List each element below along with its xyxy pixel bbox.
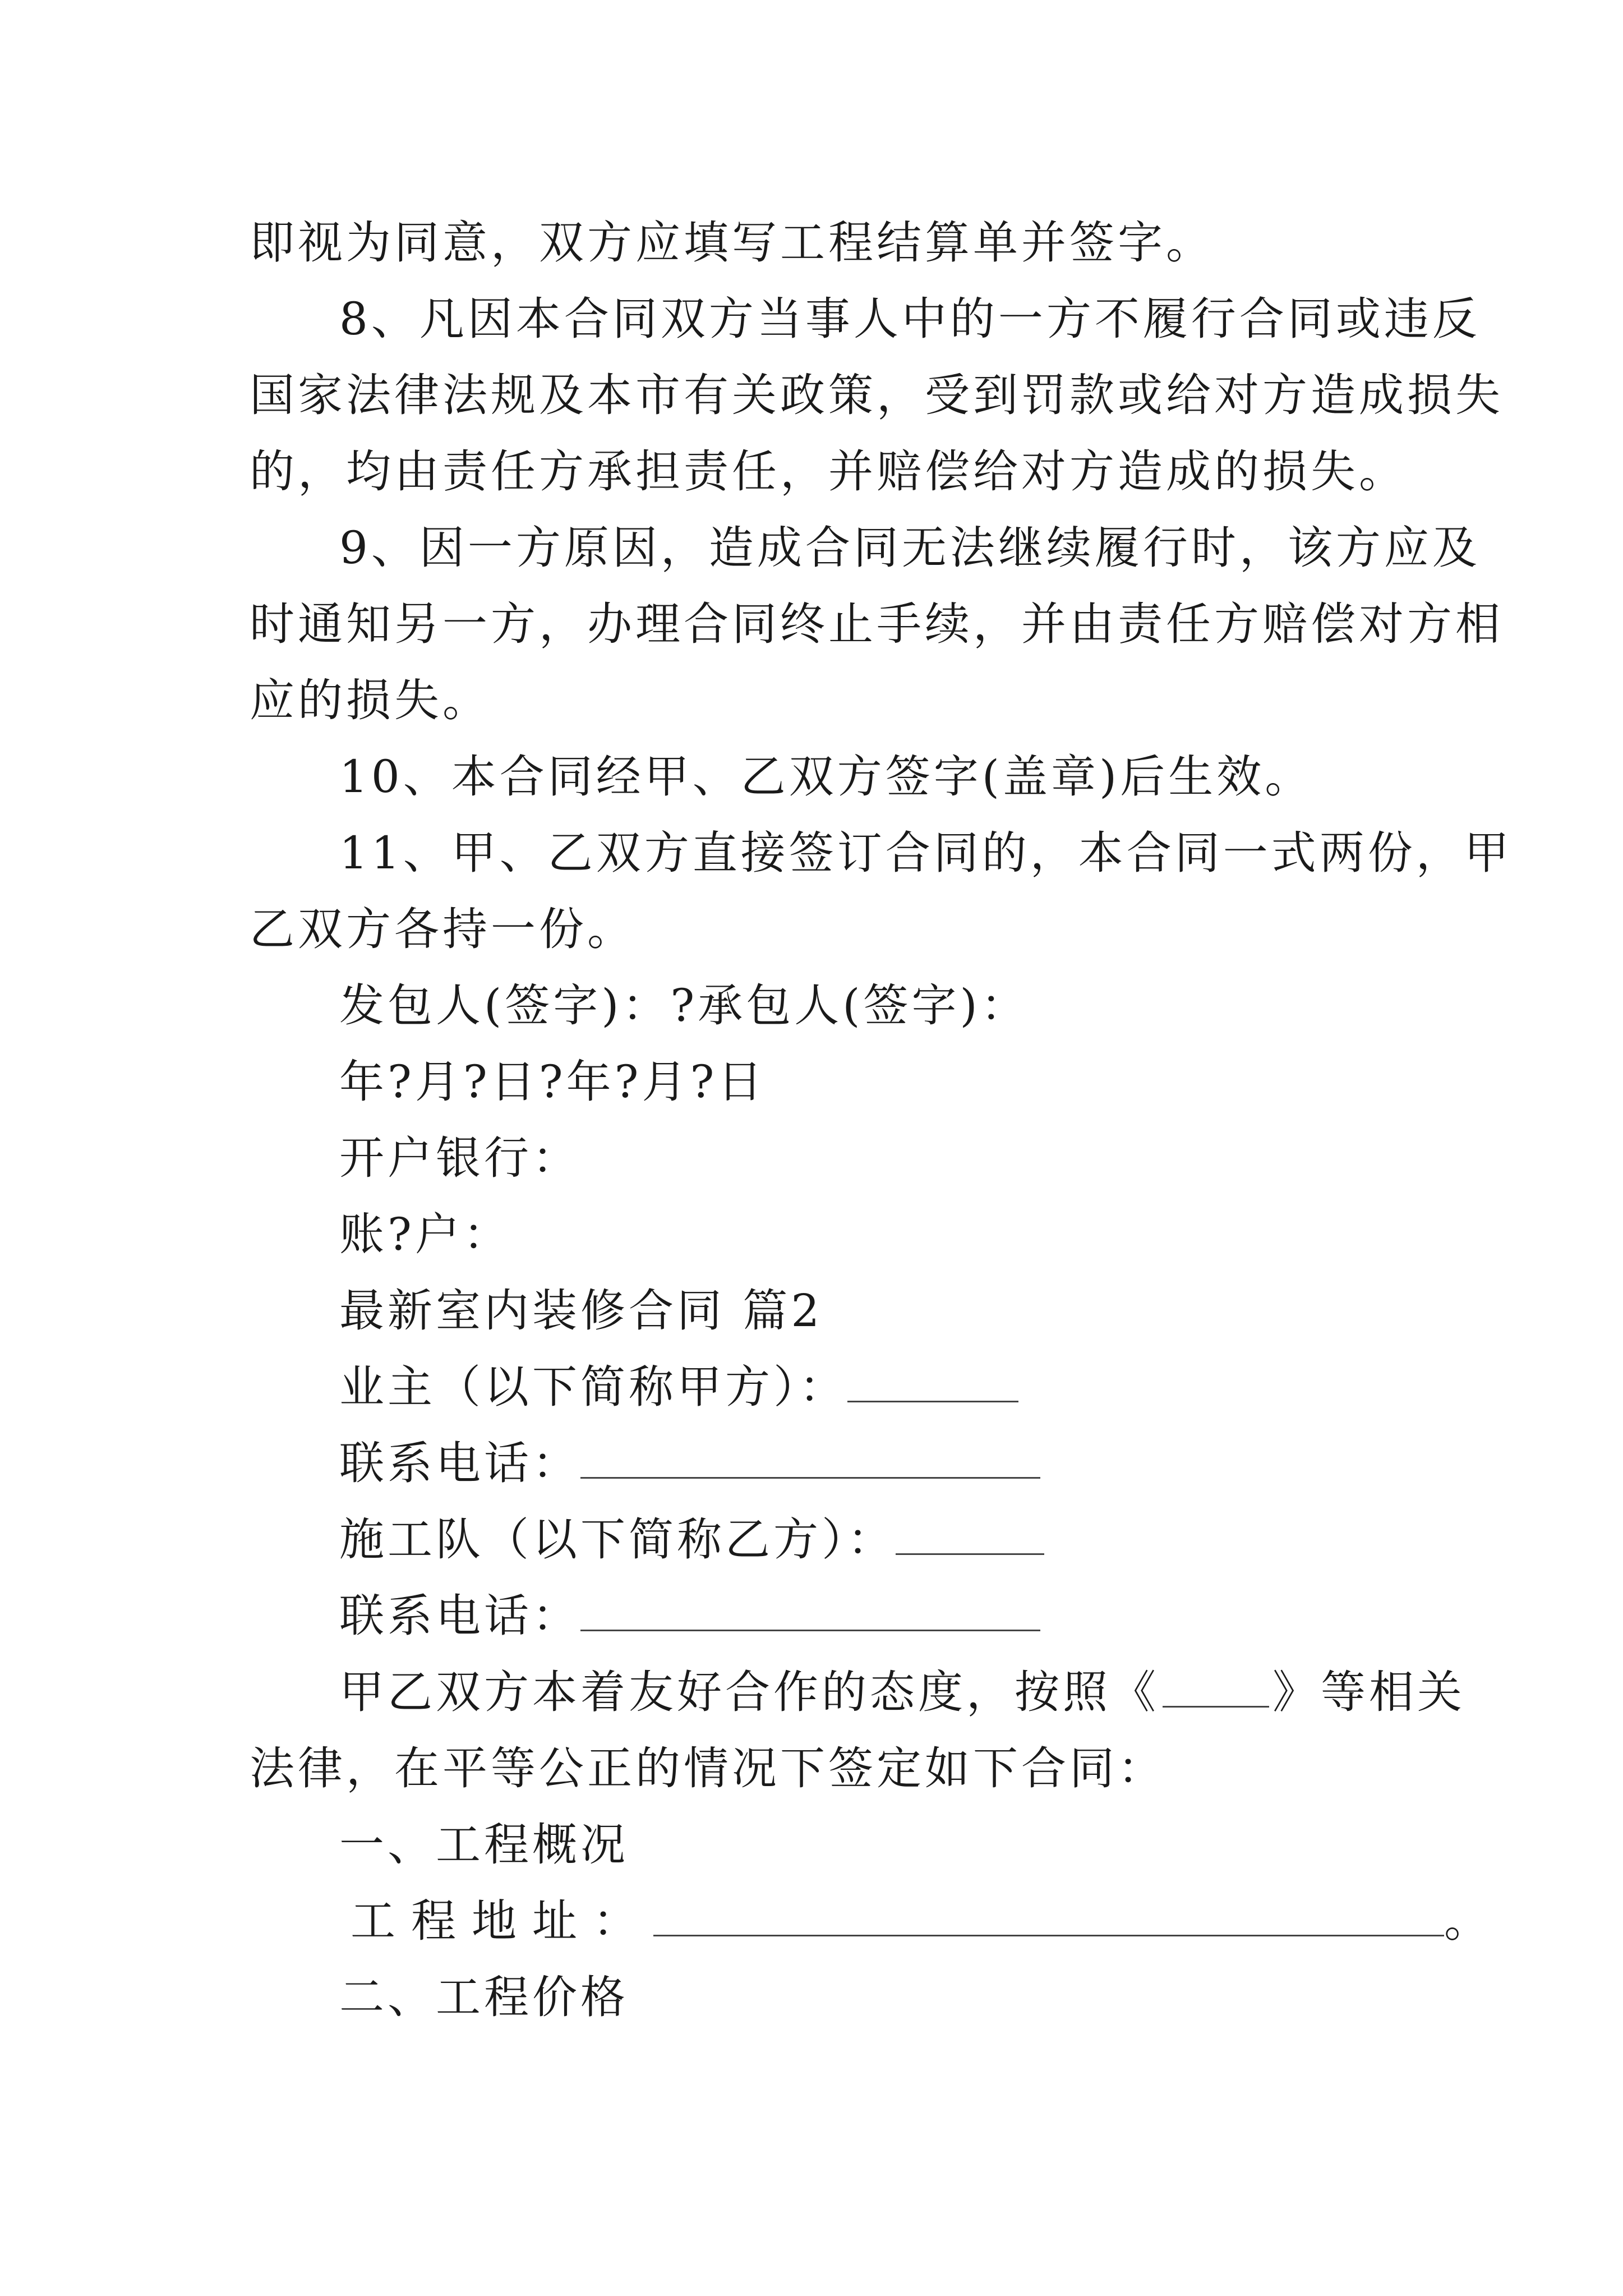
clause-9-line-3: 应的损失。 bbox=[250, 674, 491, 726]
bank-line: 开户银行： bbox=[339, 1132, 580, 1184]
owner-blank bbox=[847, 1367, 1018, 1402]
address-blank bbox=[653, 1901, 1444, 1936]
address-label: 工程地址： bbox=[351, 1895, 653, 1947]
law-name-blank bbox=[1163, 1672, 1269, 1708]
intro-text-b: 》等相关 bbox=[1272, 1666, 1465, 1718]
clause-8-line-1: 8、凡因本合同双方当事人中的一方不履行合同或违反 bbox=[339, 293, 1481, 345]
phone-field-1 bbox=[250, 1425, 1377, 1502]
section-heading-part-2: 最新室内装修合同 篇2 bbox=[339, 1285, 823, 1337]
phone-label-1: 联系电话： bbox=[339, 1437, 580, 1489]
phone-label-2: 联系电话： bbox=[339, 1590, 580, 1642]
phone-blank-1 bbox=[580, 1443, 1040, 1479]
intro-line-1 bbox=[250, 1654, 1465, 1731]
date-line: 年?月?日?年?月?日 bbox=[339, 1056, 766, 1108]
intro-text-a: 甲乙双方本着友好合作的态度，按照《 bbox=[339, 1666, 1159, 1718]
signature-line: 发包人(签字)：?承包人(签字)： bbox=[339, 979, 1029, 1032]
owner-label: 业主（以下简称甲方）： bbox=[339, 1361, 847, 1413]
section-2-heading: 二、工程价格 bbox=[339, 1971, 629, 2023]
phone-blank-2 bbox=[580, 1596, 1040, 1631]
clause-8-line-3: 的，均由责任方承担责任，并赔偿给对方造成的损失。 bbox=[250, 445, 1407, 498]
paragraph-settlement-end: 即视为同意，双方应填写工程结算单并签字。 bbox=[250, 217, 1214, 269]
clause-9-line-1: 9、因一方原因，造成合同无法继续履行时，该方应及 bbox=[339, 522, 1481, 574]
team-field bbox=[250, 1502, 1377, 1578]
clause-9-line-2: 时通知另一方，办理合同终止手续，并由责任方赔偿对方相 bbox=[250, 598, 1504, 650]
clause-11-line-2: 乙双方各持一份。 bbox=[250, 903, 635, 955]
account-line: 账?户： bbox=[339, 1208, 511, 1260]
section-1-heading: 一、工程概况 bbox=[339, 1819, 629, 1871]
intro-line-2: 法律，在平等公正的情况下签定如下合同： bbox=[250, 1742, 1166, 1795]
address-period: 。 bbox=[1444, 1895, 1489, 1947]
clause-11-line-1: 11、甲、乙双方直接签订合同的，本合同一式两份，甲 bbox=[339, 827, 1513, 879]
document-body bbox=[250, 205, 1513, 2036]
clause-10: 10、本合同经甲、乙双方签字(盖章)后生效。 bbox=[339, 751, 1313, 803]
owner-field bbox=[250, 1349, 1377, 1425]
team-label: 施工队（以下简称乙方）： bbox=[339, 1513, 896, 1566]
team-blank bbox=[896, 1520, 1044, 1555]
address-field bbox=[250, 1883, 1489, 1959]
phone-field-2 bbox=[250, 1578, 1377, 1654]
clause-8-line-2: 国家法律法规及本市有关政策，受到罚款或给对方造成损失 bbox=[250, 369, 1504, 421]
